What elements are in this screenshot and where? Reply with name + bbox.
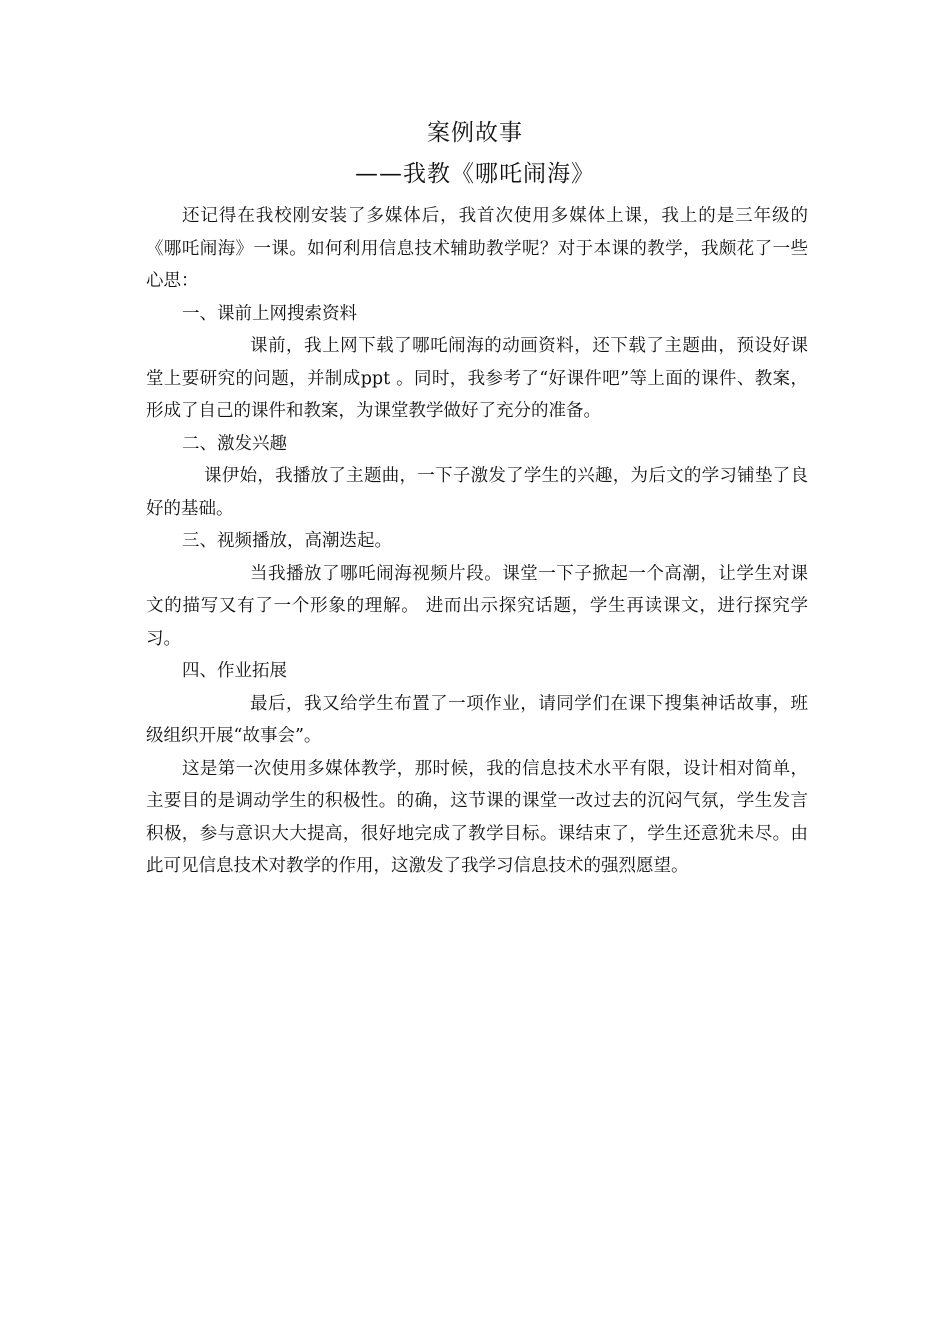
document-title: 案例故事 xyxy=(427,120,523,146)
section-heading-3: 三、视频播放，高潮迭起。 xyxy=(182,531,392,551)
section-paragraph-2: 课伊始，我播放了主题曲，一下子激发了学生的兴趣，为后文的学习铺垫了良好的基础。 xyxy=(146,466,808,519)
intro-paragraph: 还记得在我校刚安装了多媒体后，我首次使用多媒体上课，我上的是三年级的《哪吒闹海》一课。如何利用信息技术辅助教学呢？对于本课的教学，我颇花了一些心思： xyxy=(146,206,808,291)
document-body xyxy=(146,200,808,883)
section-paragraph-3: 当我播放了哪吒闹海视频片段。课堂一下子掀起一个高潮，让学生对课文的描写又有了一个形象的理解。 进而出示探究话题，学生再读课文，进行探究学习。 xyxy=(146,563,808,649)
section-heading-2: 二、激发兴趣 xyxy=(182,433,287,454)
conclusion-paragraph: 这是第一次使用多媒体教学，那时候，我的信息技术水平有限，设计相对简单，主要目的是调动学生的积极性。的确，这节课的课堂一改过去的沉闷气氛，学生发言积极，参与意识大大提高，很好地完成了教学目标。课结束了，学生还意犹未尽。由此可见信息技术对教学的作用，这激发了我学习信息技术的强烈愿望。 xyxy=(146,758,808,876)
section-heading-4: 四、作业拓展 xyxy=(182,661,287,681)
section-paragraph-1: 课前，我上网下载了哪吒闹海的动画资料，还下载了主题曲，预设好课堂上要研究的问题，并制成ppt 。同时，我参考了“好课件吧”等上面的课件、教案，形成了自己的课件和教案，为课堂教学做好了充分的准备。 xyxy=(146,336,808,421)
section-heading-1: 一、课前上网搜索资料 xyxy=(182,303,357,324)
section-paragraph-4: 最后，我又给学生布置了一项作业，请同学们在课下搜集神话故事，班级组织开展“故事会”。 xyxy=(146,693,808,746)
document-subtitle: ——我教《哪吒闹海》 xyxy=(355,161,595,187)
